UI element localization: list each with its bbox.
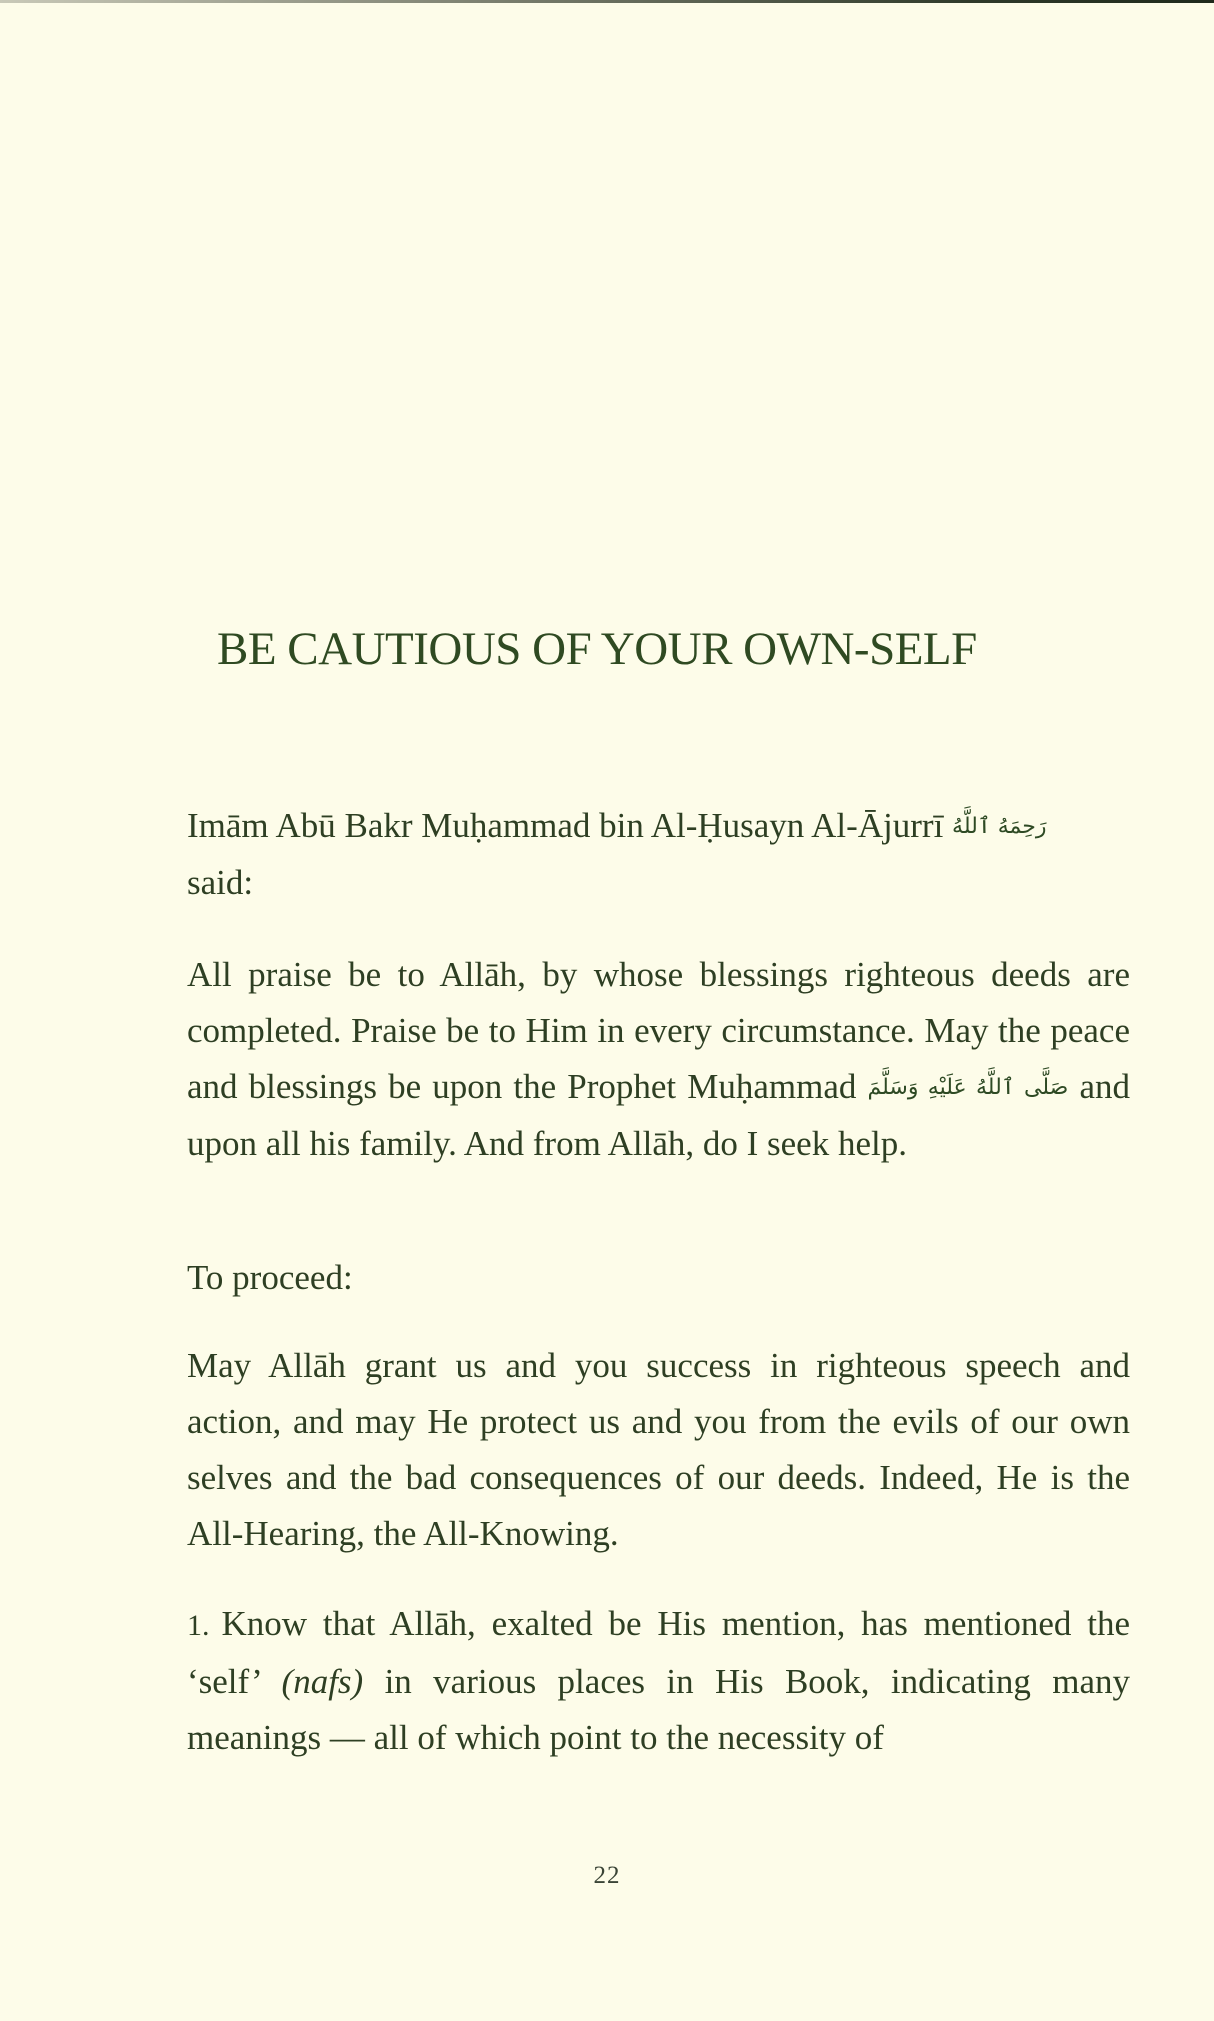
praise-paragraph (187, 947, 1130, 1172)
salallahu-alayhi-wasallam-honorific-icon: صَلَّى ٱللَّهُ عَلَيْهِ وَسَلَّمَ (867, 1075, 1069, 1100)
paragraph-number: 1. (187, 1609, 210, 1642)
dua-paragraph: May Allāh grant us and you success in righteous speech and action, and may He protect us and you from the evils of our own selves and the bad consequences of our deeds. Indeed, He is the All-Hearing, the All-Knowing. (187, 1346, 1130, 1553)
intro-said: said: (187, 863, 254, 902)
point-one-italic-term: (nafs) (281, 1662, 364, 1701)
numbered-paragraph-1 (187, 1596, 1130, 1766)
praise-text-before: All praise be to Allāh, by whose blessings righteous deeds are completed. Praise be to Him in every circumstance. May the peace and blessings be upon the Prophet Muḥammad (187, 955, 1130, 1106)
intro-paragraph (187, 798, 1130, 911)
page-number: 22 (593, 1862, 621, 1889)
rahimahullah-honorific-icon: رَحِمَهُ ٱللَّهُ (952, 814, 1047, 839)
point-one-text-after: in various places in His Book, indicating many meanings — all of which point to the necessity of (187, 1662, 1130, 1757)
proceed-paragraph: To proceed: (187, 1258, 353, 1297)
page-top-edge (0, 0, 1214, 3)
intro-text: Imām Abū Bakr Muḥammad bin Al-Ḥusayn Al-Ājurrī (187, 806, 944, 845)
chapter-title: BE CAUTIOUS OF YOUR OWN-SELF (217, 623, 977, 675)
praise-text-after: and upon all his family. And from Allāh, do I seek help. (187, 1067, 1130, 1163)
point-one-text-before: Know that Allāh, exalted be His mention, has mentioned the ‘self’ (187, 1604, 1130, 1701)
